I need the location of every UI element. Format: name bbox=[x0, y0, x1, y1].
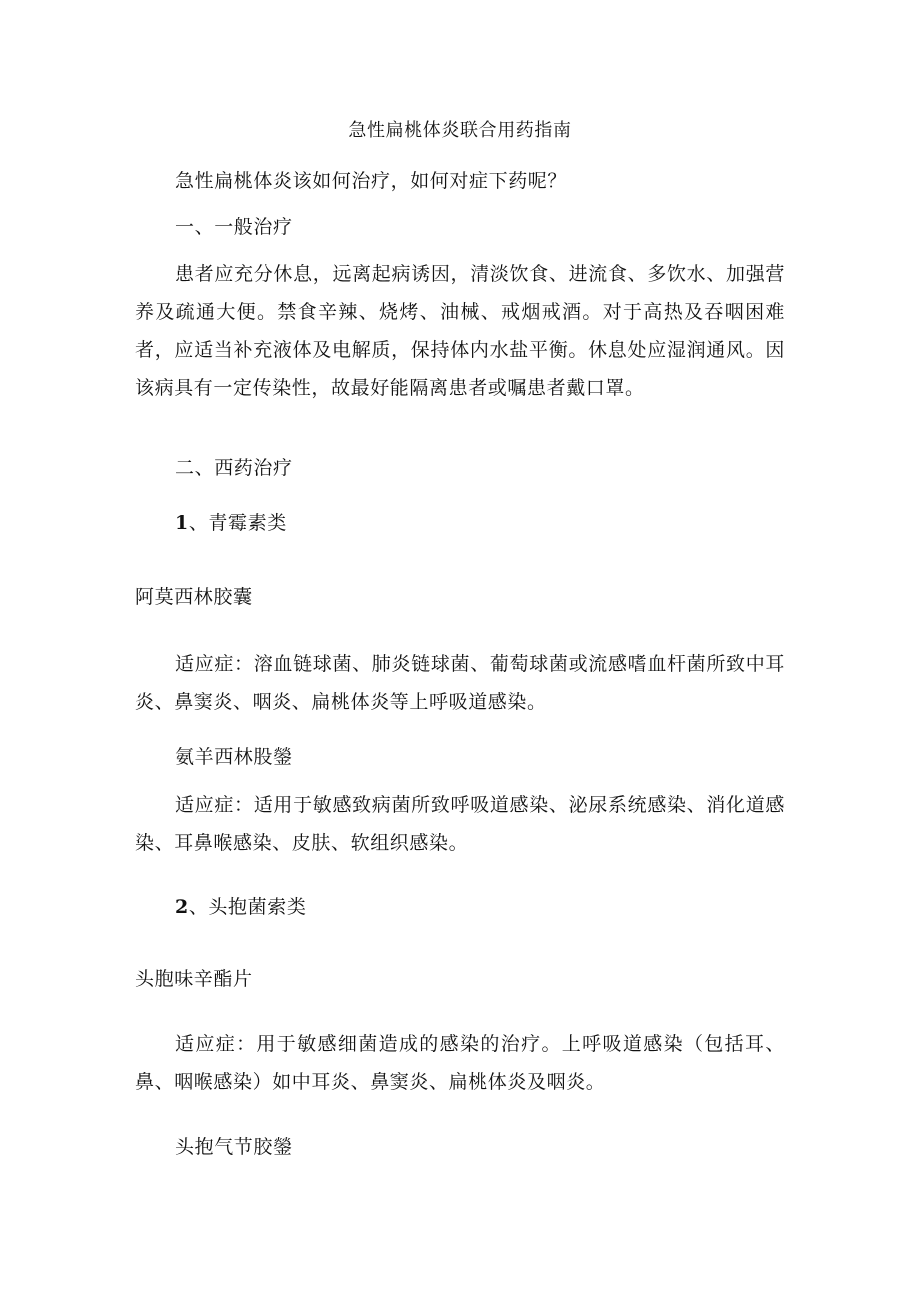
drug-indication-cefuroxime: 适应症：用于敏感细菌造成的感染的治疗。上呼吸道感染（包括耳、鼻、咽喉感染）如中耳炎、鼻窦炎、扁桃体炎及咽炎。 bbox=[135, 1033, 785, 1093]
subsection2-title: 、头抱菌索类 bbox=[188, 896, 307, 918]
section2-heading: 二、西药治疗 bbox=[175, 457, 293, 479]
subsection1-heading bbox=[175, 510, 287, 536]
drug-name-cefaclor: 头抱气节胶鎣 bbox=[175, 1136, 293, 1158]
subsection1-title: 、青霉素类 bbox=[188, 512, 287, 534]
drug-indication-ampicillin: 适应症：适用于敏感致病菌所致呼吸道感染、泌尿系统感染、消化道感染、耳鼻喉感染、皮肤、软组织感染。 bbox=[135, 794, 785, 854]
document-title: 急性扁桃体炎联合用药指南 bbox=[348, 120, 572, 141]
subsection2-heading bbox=[175, 894, 306, 920]
drug-indication-amoxicillin: 适应症：溶血链球菌、肺炎链球菌、葡萄球菌或流感嗜血杆菌所致中耳炎、鼻窦炎、咽炎、扁桃体炎等上呼吸道感染。 bbox=[135, 653, 785, 713]
subsection2-number: 2 bbox=[175, 896, 189, 918]
drug-name-cefuroxime: 头胞味辛酯片 bbox=[135, 968, 253, 990]
intro-question: 急性扁桃体炎该如何治疗，如何对症下药呢？ bbox=[175, 170, 568, 192]
section1-body: 患者应充分休息，远离起病诱因，清淡饮食、进流食、多饮水、加强营养及疏通大便。禁食辛辣、烧烤、油械、戒烟戒酒。对于高热及吞咽困难者，应适当补充液体及电解质，保持体内水盐平衡。休息处应湿润通风。因该病具有一定传染性，故最好能隔离患者或嘱患者戴口罩。 bbox=[135, 263, 785, 399]
drug-name-ampicillin: 氨羊西林股鎣 bbox=[175, 746, 293, 768]
subsection1-number: 1 bbox=[175, 512, 189, 534]
drug-name-amoxicillin: 阿莫西林胶囊 bbox=[135, 586, 253, 608]
section1-heading: 一、一般治疗 bbox=[175, 216, 293, 238]
